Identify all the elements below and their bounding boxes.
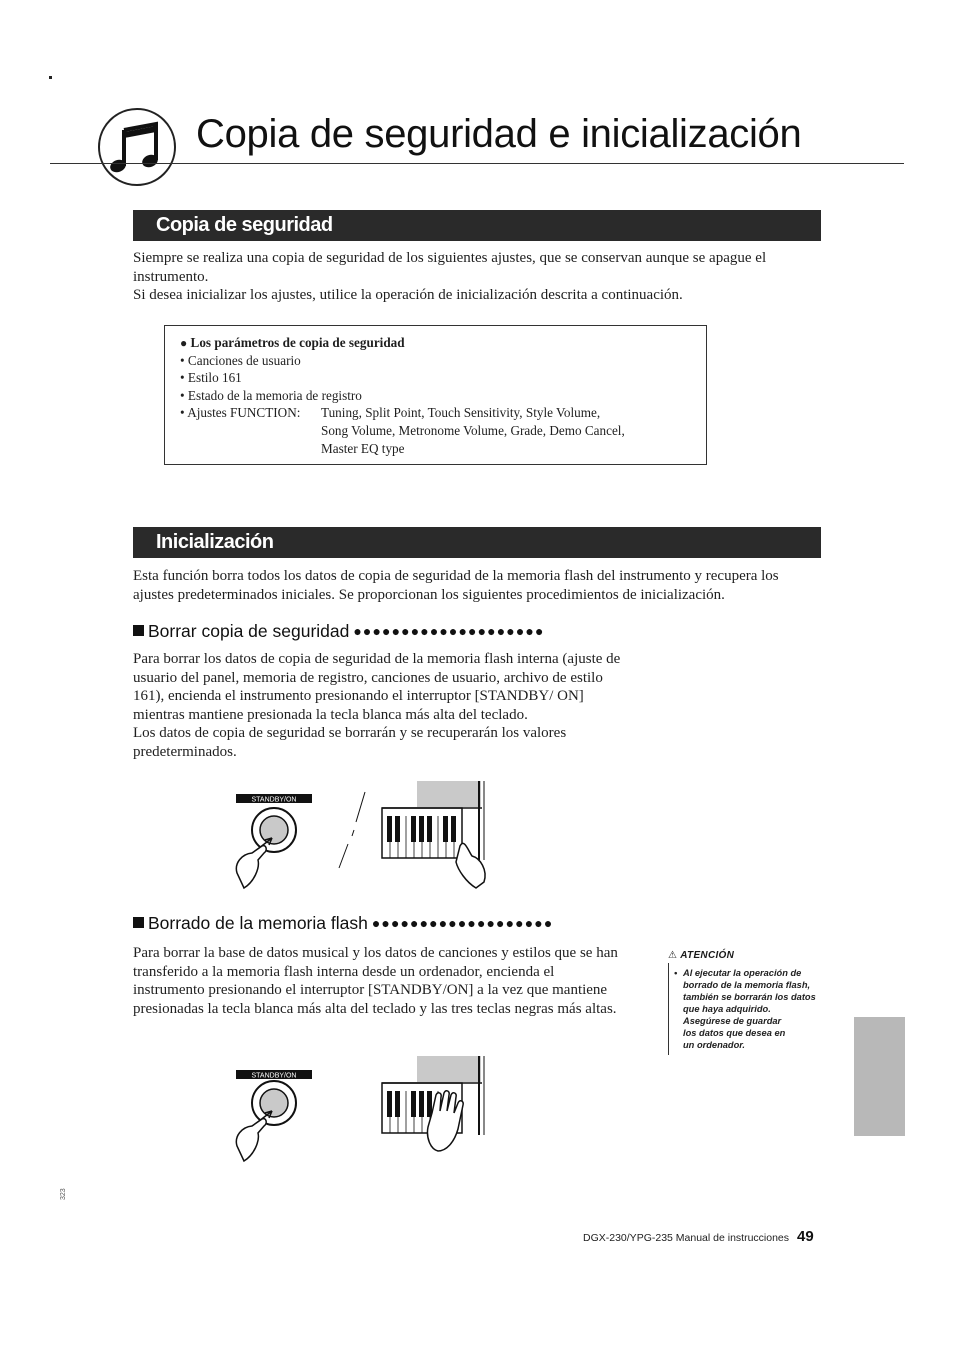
- init-intro: Esta función borra todos los datos de copia de seguridad de la memoria flash del instrumento y recupera los ajustes predeterminados iniciales. Se proporcionan los siguientes procedimientos de inicialización.: [133, 568, 779, 603]
- list-item: • Estado de la memoria de registro: [180, 387, 362, 403]
- function-line: Song Volume, Metronome Volume, Grade, Demo Cancel,: [321, 422, 625, 438]
- music-note-icon: [98, 108, 176, 186]
- bullet-circle-icon: ●: [180, 336, 188, 350]
- page-number: 49: [797, 1228, 814, 1245]
- subheading-clear-backup: Borrar copia de seguridad ●●●●●●●●●●●●●●●●●●●●: [133, 621, 545, 642]
- title-rule: [50, 163, 904, 164]
- language-side-tab: [854, 1017, 905, 1136]
- standby-label: STANDBY/ON: [251, 796, 297, 804]
- backup-intro-para1: Siempre se realiza una copia de seguridad de los siguientes ajustes, que se conservan aunque se apague el instrumento.: [133, 250, 767, 285]
- clear-backup-para2: Los datos de copia de seguridad se borrarán y se recuperarán los valores predeterminados.: [133, 725, 567, 760]
- section-heading-init: Inicialización: [133, 527, 821, 558]
- backup-intro-para2: Si desea inicializar los ajustes, utilice la operación de inicialización descrita a continuación.: [133, 287, 683, 304]
- page-footer: [583, 1228, 814, 1246]
- footer-model: DGX-230/YPG-235 Manual de instrucciones: [583, 1232, 790, 1244]
- function-line: Tuning, Split Point, Touch Sensitivity, Style Volume,: [321, 405, 601, 421]
- backup-parameters-box: [164, 325, 707, 465]
- box-title-row: [180, 334, 706, 352]
- standby-label: STANDBY/ON: [251, 1072, 297, 1080]
- square-bullet-icon: [133, 917, 144, 928]
- page-title: Copia de seguridad e inicialización: [196, 112, 802, 156]
- corner-mark: [49, 76, 52, 79]
- box-title: Los parámetros de copia de seguridad: [190, 335, 405, 350]
- caution-text: • Al ejecutar la operación de borrado de la memoria flash, también se borrarán los datos que haya adquirido. Asegúrese de guardar los datos que desea en un ordenador.: [674, 968, 816, 1050]
- list-item: • Estilo 161: [180, 370, 242, 386]
- clear-backup-para1: Para borrar los datos de copia de seguridad de la memoria flash interna (ajuste de usuario del panel, memoria de registro, canciones de usuario, archivo de estilo 161), encienda el instrumento presionando el interruptor [STANDBY/ ON] mientras mantiene presionada la tecla blanca más alta del teclado.: [133, 651, 621, 723]
- caution-note: [668, 950, 828, 1051]
- list-item: • Canciones de usuario: [180, 352, 301, 368]
- backup-intro: [133, 249, 813, 305]
- subheading-flash-erase: Borrado de la memoria flash ●●●●●●●●●●●●●●●●●●●: [133, 913, 553, 934]
- flash-erase-text: Para borrar la base de datos musical y los datos de canciones y estilos que se han transferido a la memoria flash interna desde un ordenador, encienda el instrumento presionando el interruptor [STANDBY/ON] a la vez que mantiene presionadas la tecla blanca más alta del teclado y las tres teclas negras más altas.: [133, 945, 618, 1017]
- function-line: Master EQ type: [321, 440, 405, 456]
- square-bullet-icon: [133, 625, 144, 636]
- warning-triangle-icon: ⚠: [668, 950, 678, 961]
- print-code: 323: [60, 1188, 67, 1200]
- illustration-clear-backup: [232, 778, 492, 893]
- caution-heading: ⚠ ATENCIÓN: [668, 950, 735, 961]
- function-label: Ajustes FUNCTION:: [187, 405, 301, 421]
- list-item-function: • Ajustes FUNCTION: Tuning, Split Point, Touch Sensitivity, Style Volume,: [180, 405, 601, 421]
- illustration-flash-erase: [232, 1053, 492, 1168]
- clear-backup-text: [133, 650, 633, 762]
- section-heading-backup: Copia de seguridad: [133, 210, 821, 241]
